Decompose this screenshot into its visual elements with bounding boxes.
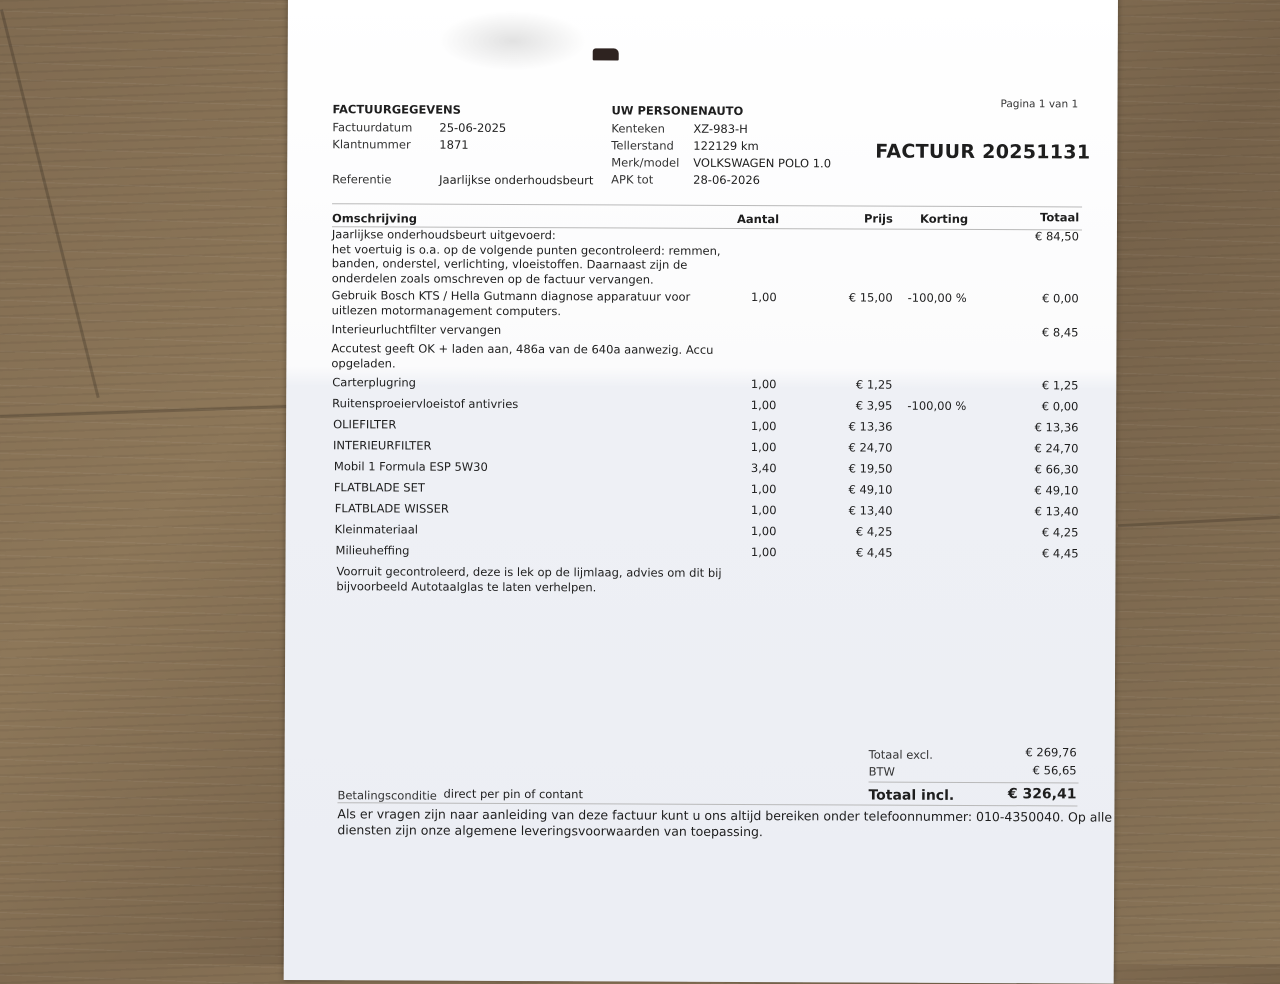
invoice-paper	[284, 0, 1118, 984]
description-line: Voorruit gecontroleerd, deze is lek op de lijmlaag, advies om dit bij	[336, 564, 722, 580]
table-row-description	[335, 522, 418, 537]
payment-condition-label: Betalingsconditie	[337, 788, 437, 803]
invoice-title: FACTUUR 20251131	[875, 140, 1091, 164]
description-line: Accutest geeft OK + laden aan, 486a van de 640a aanwezig. Accu	[331, 341, 714, 357]
table-row-total: € 4,45	[1041, 546, 1079, 561]
description-line: banden, onderstel, verlichting, vloeistoffen. Daarnaast zijn de	[331, 256, 688, 272]
description-line: Carterplugring	[332, 375, 417, 390]
table-row-quantity: 1,00	[750, 524, 777, 539]
vat-value: € 56,65	[1032, 763, 1077, 778]
odometer-label: Tellerstand	[611, 138, 674, 153]
table-row-description	[335, 501, 449, 516]
table-row-quantity: 1,00	[750, 377, 777, 392]
invoice-date-label: Factuurdatum	[332, 120, 413, 135]
table-row-total: € 66,30	[1034, 462, 1079, 477]
description-line: Mobil 1 Formula ESP 5W30	[333, 459, 488, 474]
col-discount-header: Korting	[919, 211, 969, 226]
table-row-price: € 49,10	[848, 482, 893, 497]
table-row-price: € 15,00	[848, 290, 893, 305]
table-row-quantity: 1,00	[750, 545, 777, 560]
table-row-total: € 0,00	[1041, 399, 1079, 414]
table-row-description	[331, 322, 501, 337]
table-row-description	[331, 341, 713, 372]
table-row-total: € 84,50	[1034, 229, 1079, 244]
table-row-price: € 13,40	[848, 503, 893, 518]
apk-value: 28-06-2026	[693, 172, 761, 188]
table-row-description	[336, 564, 721, 595]
table-row-total: € 13,36	[1034, 420, 1079, 435]
table-row-price: € 19,50	[848, 461, 893, 476]
total-excl-value: € 269,76	[1025, 745, 1077, 760]
description-line: Ruitensproeiervloeistof antivries	[332, 396, 519, 412]
table-row-price: € 24,70	[848, 440, 893, 455]
table-row-price: € 1,25	[855, 377, 893, 392]
floor-seam	[0, 9, 100, 398]
description-line: Jaarlijkse onderhoudsbeurt uitgevoerd:	[331, 227, 556, 243]
col-description-header: Omschrijving	[331, 211, 418, 226]
description-line: opgeladen.	[331, 355, 396, 370]
invoice-details-title: FACTUURGEGEVENS	[332, 102, 462, 117]
description-line: FLATBLADE WISSER	[334, 501, 449, 516]
apk-label: APK tot	[611, 172, 654, 187]
footer-line-1: Als er vragen zijn naar aanleiding van deze factuur kunt u ons altijd bereiken onder telefoonnummer: 010-4350040. Op alle	[337, 806, 1113, 825]
footer-note	[337, 806, 1112, 841]
company-logo-blurred	[438, 11, 588, 72]
table-row-quantity: 3,40	[750, 461, 777, 476]
customer-number-label: Klantnummer	[332, 137, 411, 152]
customer-number-value: 1871	[439, 137, 469, 152]
plate-value: XZ-983-H	[693, 121, 748, 137]
table-row-total: € 13,40	[1034, 504, 1079, 519]
company-logo-mark	[593, 48, 619, 60]
model-value: VOLKSWAGEN POLO 1.0	[693, 155, 832, 171]
table-row-description	[332, 288, 691, 319]
table-row-total: € 0,00	[1042, 291, 1079, 306]
description-line: onderdelen zoals omschreven op de factuur vervangen.	[331, 270, 654, 287]
floor-seam	[0, 405, 290, 418]
reference-label: Referentie	[332, 172, 392, 187]
vehicle-section-title: UW PERSONENAUTO	[611, 103, 744, 118]
page-info: Pagina 1 van 1	[1000, 98, 1079, 111]
table-row-price: € 3,95	[855, 398, 893, 413]
reference-value: Jaarlijkse onderhoudsbeurt	[439, 172, 594, 188]
table-row-price: € 4,25	[855, 524, 893, 539]
total-incl-value: € 326,41	[1007, 786, 1077, 803]
description-line: Kleinmateriaal	[334, 522, 419, 537]
description-line: bijvoorbeeld Autotaalglas te laten verhelpen.	[336, 578, 597, 594]
table-row-description	[333, 417, 396, 432]
table-row-quantity: 1,00	[750, 440, 777, 455]
table-row-discount: -100,00 %	[907, 398, 967, 413]
table-row-discount: -100,00 %	[907, 290, 967, 305]
description-line: INTERIEURFILTER	[332, 438, 432, 453]
table-row-quantity: 1,00	[751, 290, 777, 305]
description-line: FLATBLADE SET	[333, 480, 425, 495]
totals-rule	[869, 782, 1079, 784]
table-row-total: € 49,10	[1034, 483, 1079, 498]
total-excl-label: Totaal excl.	[868, 747, 933, 762]
vat-label: BTW	[868, 764, 895, 779]
table-row-description	[334, 459, 488, 474]
description-line: OLIEFILTER	[333, 417, 397, 432]
table-row-total: € 8,45	[1041, 325, 1079, 340]
description-line: Interieurluchtfilter vervangen	[331, 322, 502, 337]
table-row-quantity: 1,00	[750, 398, 777, 413]
footer-line-2: diensten zijn onze algemene leveringsvoorwaarden van toepassing.	[337, 822, 763, 840]
col-total-header: Totaal	[1039, 210, 1080, 225]
floor-seam	[1118, 516, 1280, 527]
table-row-description	[333, 438, 432, 453]
col-quantity-header: Aantal	[736, 211, 780, 227]
table-row-total: € 4,25	[1041, 525, 1079, 540]
table-row-description	[332, 227, 721, 287]
description-line: het voertuig is o.a. op de volgende punten gecontroleerd: remmen,	[331, 241, 721, 258]
table-row-quantity: 1,00	[750, 482, 777, 497]
plate-label: Kenteken	[611, 121, 665, 136]
table-row-total: € 24,70	[1034, 441, 1079, 456]
model-label: Merk/model	[611, 155, 680, 170]
odometer-value: 122129 km	[693, 138, 759, 154]
table-row-description	[332, 396, 518, 411]
description-line: Gebruik Bosch KTS / Hella Gutmann diagnose apparatuur voor	[331, 288, 691, 304]
description-line: Milieuheffing	[335, 543, 410, 558]
table-row-description	[336, 543, 410, 558]
table-row-description	[334, 480, 425, 495]
table-row-price: € 13,36	[848, 419, 893, 434]
table-top-rule	[332, 203, 1082, 207]
payment-condition-value: direct per pin of contant	[443, 786, 584, 802]
invoice-date-value: 25-06-2025	[439, 120, 507, 135]
table-row-description	[332, 375, 416, 390]
table-row-quantity: 1,00	[750, 419, 777, 434]
description-line: uitlezen motormanagement computers.	[331, 302, 562, 318]
table-row-total: € 1,25	[1041, 378, 1079, 393]
col-price-header: Prijs	[863, 211, 893, 226]
table-row-quantity: 1,00	[750, 503, 777, 518]
total-incl-label: Totaal incl.	[868, 787, 955, 804]
table-row-price: € 4,45	[855, 545, 893, 560]
